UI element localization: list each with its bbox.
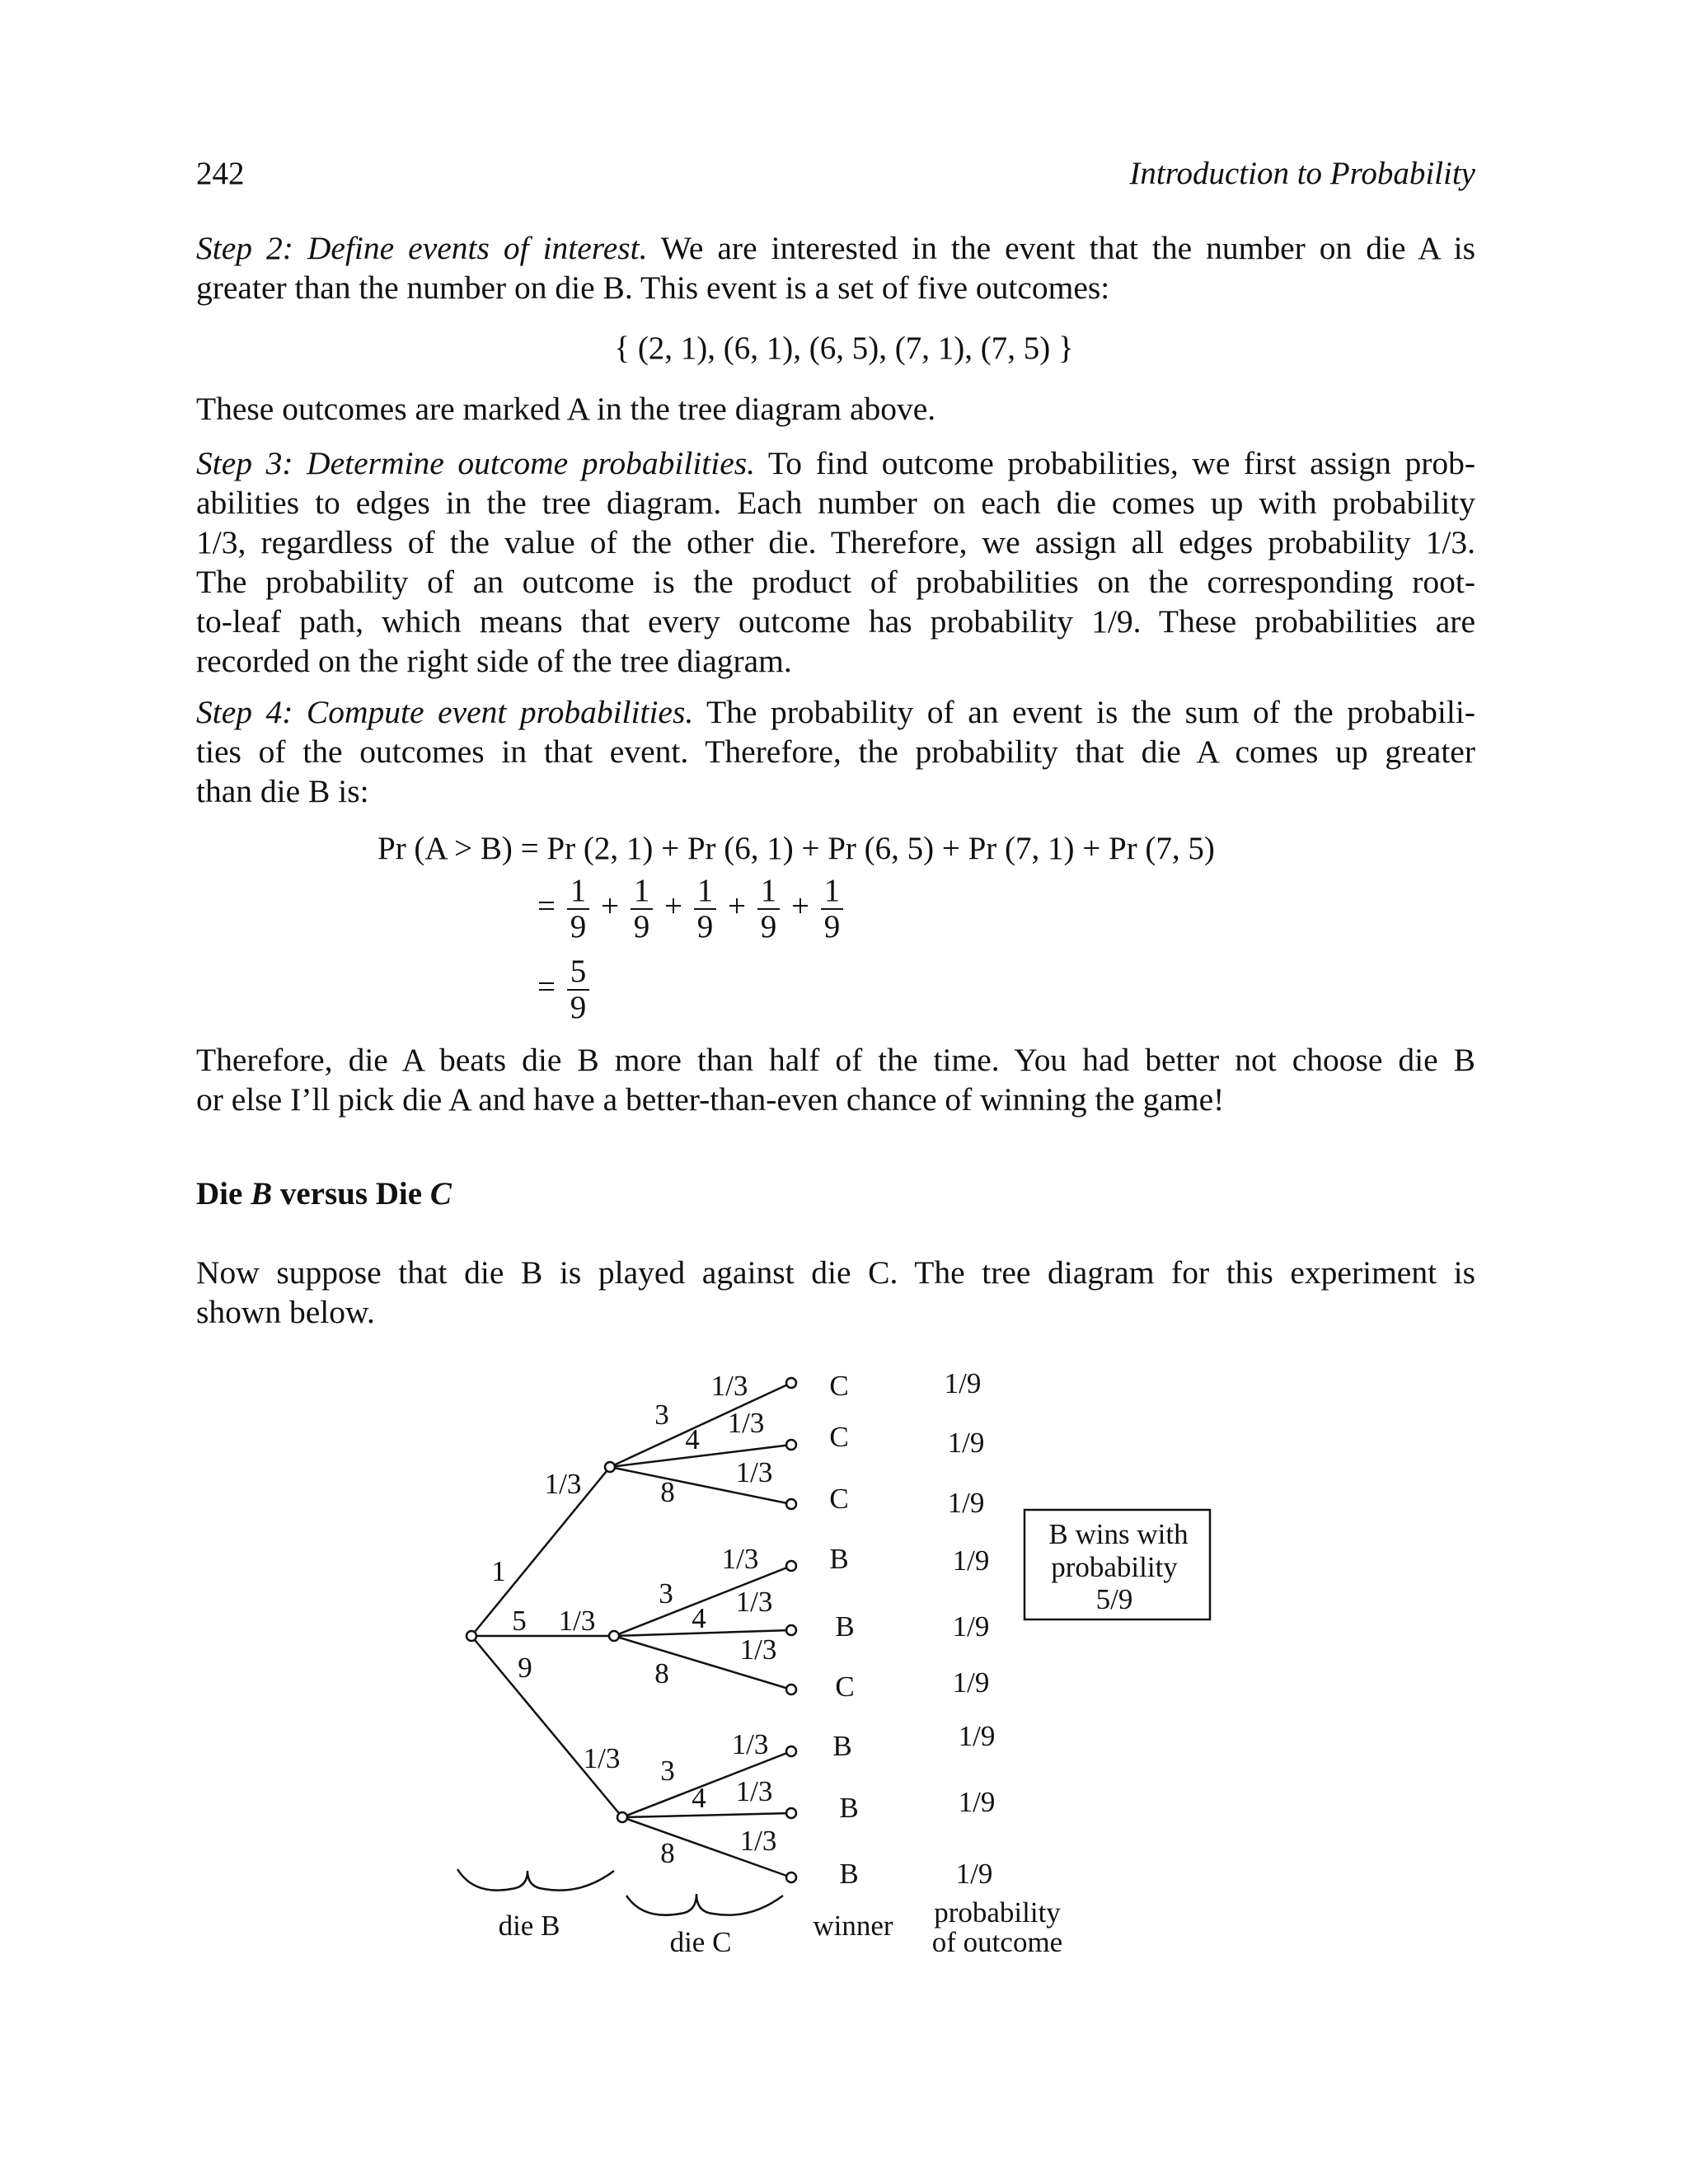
die-c-value: 3 xyxy=(659,1577,673,1610)
leaf-node xyxy=(786,1872,796,1882)
step2-after: These outcomes are marked A in the tree diagram above. xyxy=(196,391,936,427)
die-c-value: 4 xyxy=(685,1423,700,1455)
page-number: 242 xyxy=(196,156,245,191)
step2-line-2: greater than the number on die B. This event is a set of five outcomes: xyxy=(196,269,1110,306)
step4-paragraph: Step 4: Compute event probabilities. The probability of an event is the sum of the probabili- ties of the outcomes in that event. Therefore, the probability that die A comes up greater than die B is: xyxy=(196,694,1475,809)
root-node xyxy=(467,1631,476,1641)
winner-label: B xyxy=(835,1610,855,1643)
edge-probability: 1/3 xyxy=(735,1775,773,1807)
equation-line-3: = $\frac{5}{9}$ xyxy=(537,954,593,1025)
section-heading: Die B versus Die C xyxy=(196,1176,452,1212)
edge-probability: 1/3 xyxy=(544,1468,582,1500)
winner-label: C xyxy=(829,1421,849,1453)
tree-edge xyxy=(622,1813,791,1817)
leaf-node xyxy=(786,1499,796,1509)
result-box-line: probability xyxy=(1051,1551,1178,1583)
die-c-value: 8 xyxy=(660,1476,675,1508)
outcome-probability: 1/9 xyxy=(958,1786,996,1818)
die-c-value: 3 xyxy=(660,1755,675,1787)
edge-probability: 1/3 xyxy=(739,1633,777,1666)
equation-rhs-1: Pr (2, 1) + Pr (6, 1) + Pr (6, 5) + Pr (7, 1) + Pr (7, 5) xyxy=(546,831,1215,866)
die-c-value: 4 xyxy=(692,1602,706,1634)
tree-node xyxy=(605,1462,615,1472)
winner-column-label: winner xyxy=(813,1910,893,1942)
leaf-node xyxy=(786,1746,796,1756)
edge-probability: 1/3 xyxy=(710,1370,748,1402)
result-box-line: B wins with xyxy=(1048,1518,1189,1550)
die-c-value: 8 xyxy=(654,1657,669,1690)
step2-line-1: We are interested in the event that the number on die A is xyxy=(647,230,1475,266)
winner-label: B xyxy=(839,1858,859,1890)
step3-label: Step 3: Determine outcome probabilities. xyxy=(196,445,756,481)
leaf-node xyxy=(786,1625,796,1635)
die-c-value: 4 xyxy=(692,1782,706,1814)
section-intro: Now suppose that die B is played against die C. The tree diagram for this experiment is shown below. xyxy=(196,1254,1475,1330)
winner-label: B xyxy=(832,1730,852,1762)
edge-probability: 1/3 xyxy=(731,1728,769,1760)
tree-node xyxy=(609,1631,619,1641)
outcome-probability: 1/9 xyxy=(958,1720,996,1752)
probability-column-label: of outcome xyxy=(931,1926,1063,1958)
winner-label: B xyxy=(829,1543,849,1575)
step4-label: Step 4: Compute event probabilities. xyxy=(196,694,694,730)
leaf-node xyxy=(786,1685,796,1694)
outcome-probability: 1/9 xyxy=(955,1858,993,1890)
conclusion-paragraph: Therefore, die A beats die B more than half of the time. You had better not choose die B or else I’ll pick die A and have a better-than-even chance of winning the game! xyxy=(196,1042,1475,1118)
leaf-node xyxy=(786,1378,796,1388)
probability-column-label: probability xyxy=(934,1896,1061,1929)
die-c-brace xyxy=(626,1894,783,1915)
outcome-probability: 1/9 xyxy=(952,1666,990,1699)
edge-probability: 1/3 xyxy=(727,1407,765,1439)
equation-line-2: = $\frac{1}{9}$ + $\frac{1}{9}$ + $\frac{1}{9}$ + $\frac{1}{9}$ + $\frac{1}{9}$ xyxy=(537,874,846,944)
die-b-brace xyxy=(457,1869,614,1891)
book-title: Introduction to Probability xyxy=(1129,156,1475,191)
die-c-label: die C xyxy=(669,1926,732,1958)
die-b-label: die B xyxy=(498,1910,560,1942)
outcome-probability: 1/9 xyxy=(952,1610,990,1643)
leaf-node xyxy=(786,1440,796,1450)
edge-probability: 1/3 xyxy=(583,1742,621,1774)
die-b-value: 5 xyxy=(512,1605,527,1637)
winner-label: C xyxy=(835,1671,855,1703)
step2-label: Step 2: Define events of interest. xyxy=(196,230,648,266)
leaf-node xyxy=(786,1808,796,1818)
edge-probability: 1/3 xyxy=(721,1543,759,1575)
outcome-set: { (2, 1), (6, 1), (6, 5), (7, 1), (7, 5) } xyxy=(614,330,1074,366)
winner-label: C xyxy=(829,1483,849,1515)
die-b-value: 1 xyxy=(491,1555,506,1587)
outcome-probability: 1/9 xyxy=(944,1367,982,1399)
outcome-probability: 1/9 xyxy=(947,1427,985,1459)
equation-lhs: Pr (A > B) = xyxy=(377,831,539,866)
edge-probability: 1/3 xyxy=(558,1605,596,1637)
die-c-value: 3 xyxy=(654,1399,669,1431)
result-box-line: 5/9 xyxy=(1095,1583,1133,1615)
tree-node xyxy=(617,1812,627,1822)
tree-edge xyxy=(471,1636,622,1817)
winner-label: C xyxy=(829,1370,849,1402)
outcome-probability: 1/9 xyxy=(947,1487,985,1519)
edge-probability: 1/3 xyxy=(735,1456,773,1488)
leaf-node xyxy=(786,1561,796,1571)
die-b-value: 9 xyxy=(518,1652,532,1684)
die-c-value: 8 xyxy=(660,1837,675,1869)
edge-probability: 1/3 xyxy=(739,1825,777,1857)
edge-probability: 1/3 xyxy=(735,1586,773,1618)
outcome-probability: 1/9 xyxy=(952,1544,990,1577)
step3-paragraph: Step 3: Determine outcome probabilities. To find outcome probabilities, we first assign prob- abilities to edges in the tree diagram. Each number on each die comes up with probability 1/3, regardless of the value of the other die. Therefore, we assign all edges probability 1/3. The probability of an outcome is the product of probabilities on the corresponding root- to-leaf path, which means that every outcome has probability 1/9. These probabilities are recorded on the right side of the tree diagram. xyxy=(196,445,1475,679)
winner-label: B xyxy=(839,1792,859,1824)
